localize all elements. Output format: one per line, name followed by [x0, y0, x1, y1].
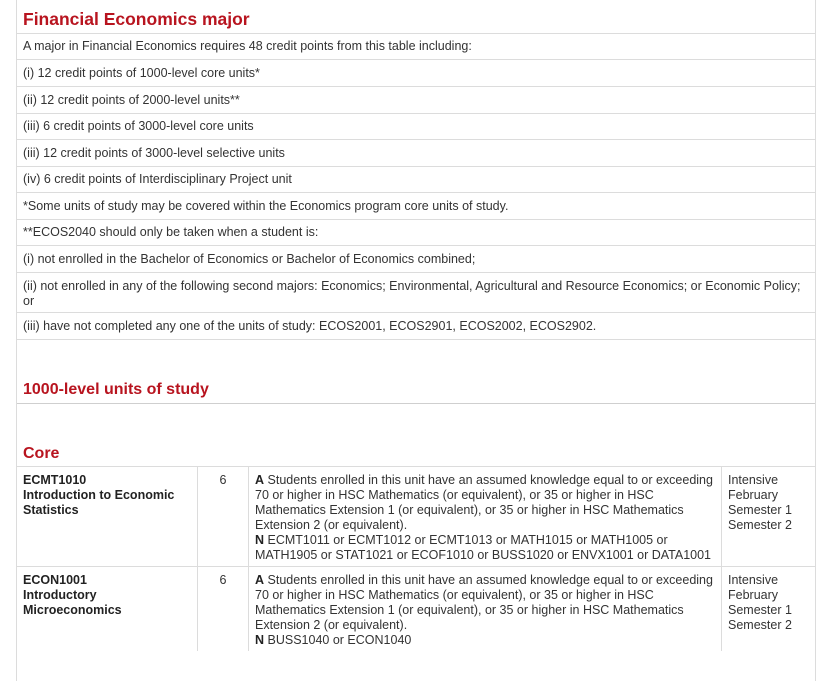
requirement-text: (i) not enrolled in the Bachelor of Economics or Bachelor of Economics combined;	[23, 251, 476, 266]
unit-code: ECMT1010	[23, 473, 87, 487]
table-row	[17, 467, 815, 567]
session: Semester 2	[728, 618, 792, 632]
major-requirement-row	[17, 193, 815, 220]
credit-points: 6	[198, 467, 249, 567]
major-title: Financial Economics major	[17, 0, 815, 34]
requirement-text: (iii) have not completed any one of the units of study: ECOS2001, ECOS2901, ECOS2002, ECOS2902.	[23, 318, 597, 333]
blank-row	[17, 404, 815, 434]
units-table	[17, 466, 815, 651]
unit-name: Introduction to Economic Statistics	[23, 488, 175, 517]
session: Semester 1	[728, 503, 792, 517]
requirements-cell	[249, 567, 722, 652]
session: Semester 1	[728, 603, 792, 617]
prohibition-text: ECMT1011 or ECMT1012 or ECMT1013 or MATH1015 or MATH1005 or MATH1905 or STAT1021 or ECOF1010 or BUSS1020 or ENVX1001 or DATA1001	[255, 533, 712, 562]
assumed-knowledge-tag: A	[255, 473, 265, 487]
requirement-text: (iii) 12 credit points of 3000-level selective units	[23, 145, 285, 160]
requirement-text: (iii) 6 credit points of 3000-level core units	[23, 119, 254, 133]
requirement-text: (ii) 12 credit points of 2000-level units**	[23, 92, 240, 107]
requirement-text: A major in Financial Economics requires 48 credit points from this table including:	[23, 39, 472, 53]
table-row	[17, 567, 815, 652]
requirement-text: *Some units of study may be covered within the Economics program core units of study.	[23, 198, 509, 213]
session: Semester 2	[728, 518, 792, 532]
major-requirement-row	[17, 273, 815, 313]
major-requirement-row	[17, 140, 815, 167]
session: Intensive February	[728, 573, 779, 602]
core-heading: Core	[23, 445, 60, 462]
requirements-cell	[249, 467, 722, 567]
major-requirement-row	[17, 246, 815, 273]
assumed-knowledge-text: Students enrolled in this unit have an assumed knowledge equal to or exceeding 70 or higher in HSC Mathematics (or equivalent), or 35 or higher in HSC Mathematics Extension 1 (or equivalent), or 35 or higher in HSC Mathematics Extension 2 (or equivalent).	[255, 473, 713, 532]
requirement-text: (iv) 6 credit points of Interdisciplinary Project unit	[23, 172, 292, 186]
sessions-cell	[722, 567, 816, 652]
assumed-knowledge-text: Students enrolled in this unit have an assumed knowledge equal to or exceeding 70 or higher in HSC Mathematics (or equivalent), or 35 or higher in HSC Mathematics Extension 1 (or equivalent), or 35 or higher in HSC Mathematics Extension 2 (or equivalent).	[255, 573, 713, 632]
prohibition-tag: N	[255, 633, 265, 647]
major-requirement-row	[17, 60, 815, 87]
major-requirement-row	[17, 313, 815, 340]
sessions-cell	[722, 467, 816, 567]
requirement-text: **ECOS2040 should only be taken when a student is:	[23, 225, 319, 239]
session: Intensive February	[728, 473, 779, 502]
prohibition-tag: N	[255, 533, 265, 547]
unit-code: ECON1001	[23, 573, 87, 587]
unit-code-cell	[17, 467, 198, 567]
major-requirement-row	[17, 220, 815, 246]
assumed-knowledge-tag: A	[255, 573, 265, 587]
unit-code-cell	[17, 567, 198, 652]
requirement-text: (i) 12 credit points of 1000-level core units*	[23, 65, 260, 80]
prohibition-text: BUSS1040 or ECON1040	[267, 633, 412, 647]
major-requirement-row	[17, 114, 815, 140]
credit-points: 6	[198, 567, 249, 652]
handbook-page	[16, 0, 816, 681]
major-requirement-row	[17, 167, 815, 193]
major-requirement-row	[17, 87, 815, 114]
unit-name: Introductory Microeconomics	[23, 588, 122, 617]
section-title: 1000-level units of study	[17, 340, 815, 404]
major-requirement-row	[17, 34, 815, 60]
requirement-text: (ii) not enrolled in any of the following second majors: Economics; Environmental, Agricultural and Resource Economics; or Economic Policy; or	[23, 279, 801, 308]
